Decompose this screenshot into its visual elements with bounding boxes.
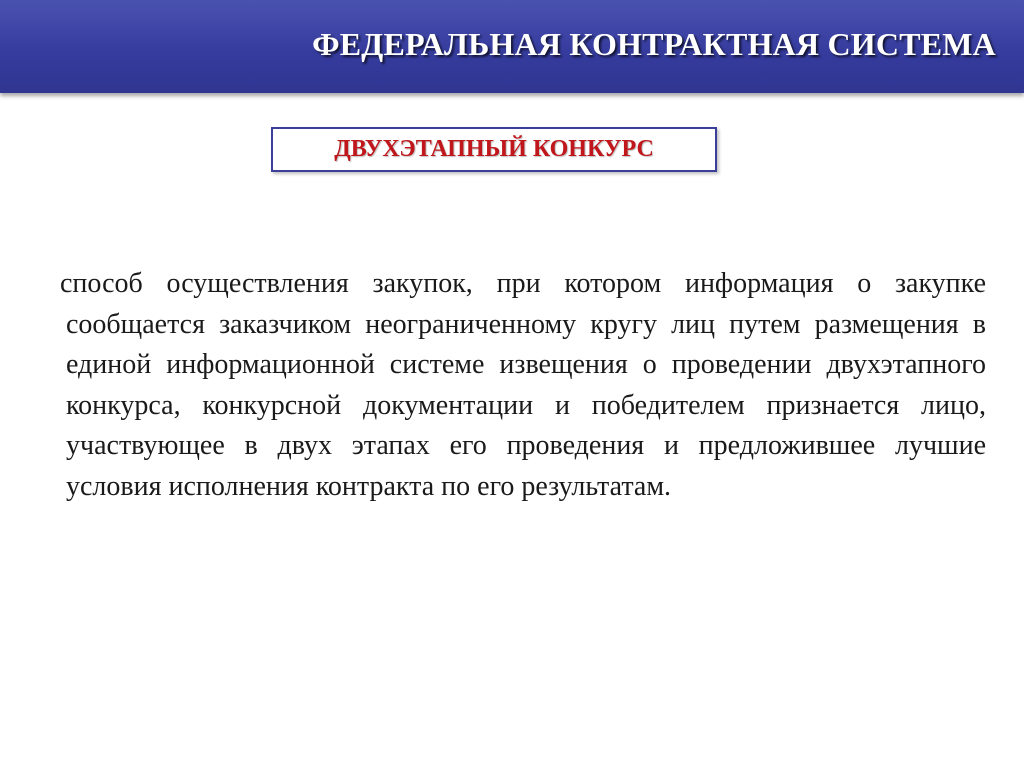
header-banner [0,0,1024,93]
slide-title: ФЕДЕРАЛЬНАЯ КОНТРАКТНАЯ СИСТЕМА [312,26,996,62]
term-label: ДВУХЭТАПНЫЙ КОНКУРС [334,136,654,162]
term-box [271,127,717,172]
definition-text: способ осуществления закупок, при котором информация о закупке сообщается заказчиком неограниченному кругу лиц путем размещения в единой информационной системе извещения о проведении двухэтапного конкурса, конкурсной документации и победителем признается лицо, участвующее в двух этапах его проведения и предложившее лучшие условия исполнения контракта по его результатам. [60,268,986,502]
